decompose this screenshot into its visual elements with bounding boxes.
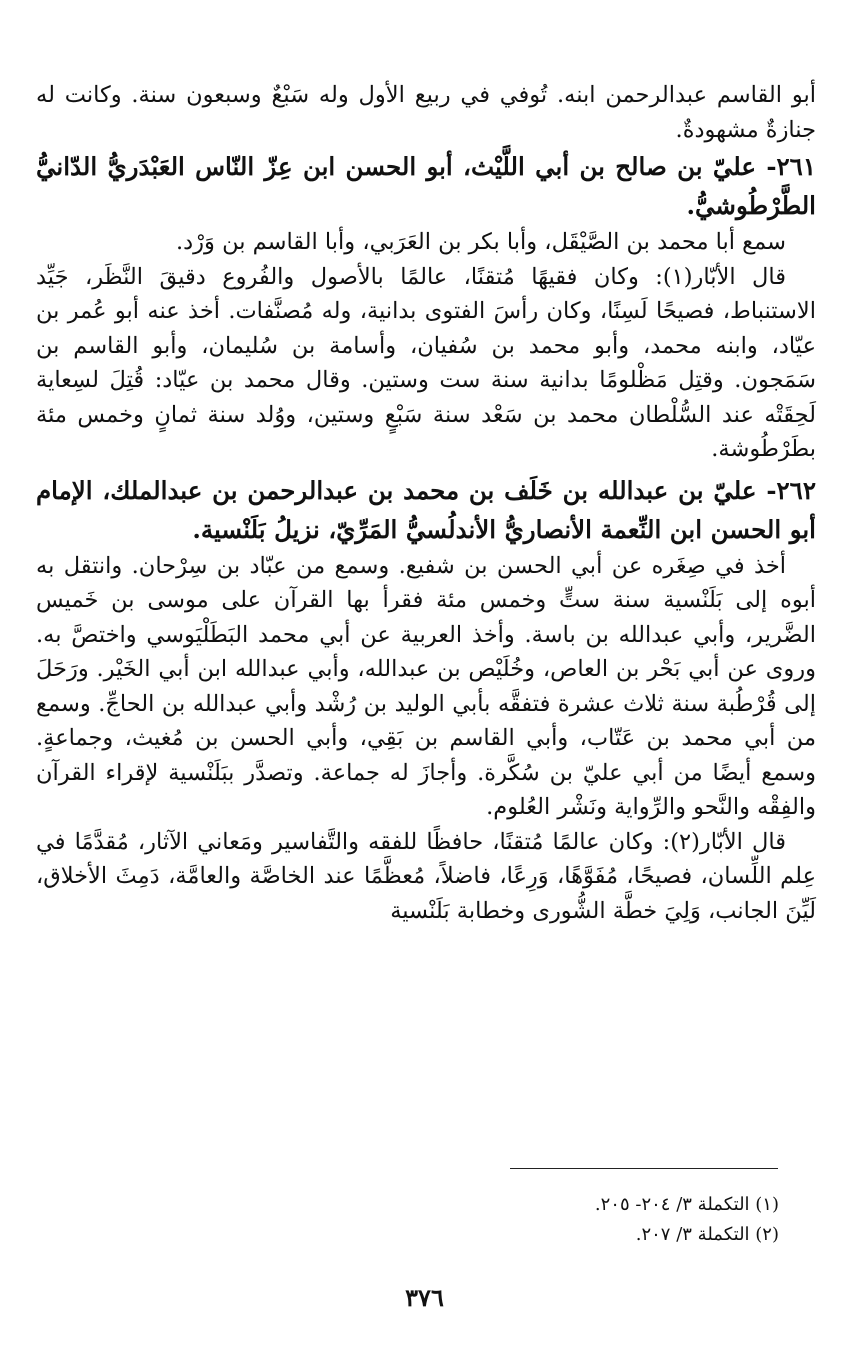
page-body — [36, 78, 816, 928]
page-number: ٣٧٦ — [405, 1283, 444, 1312]
footnotes — [179, 1190, 779, 1250]
footnote-2: (٢) التكملة ٣/ ٢٠٧. — [635, 1224, 779, 1245]
entry-261-paragraph-2: قال الأبّار(١): وكان فقيهًا مُتقنًا، عالمًا بالأصول والفُروع دقيقَ النَّظَر، جَيِّد الاستنباط، فصيحًا لَسِنًا، وكان رأسَ الفتوى بدانية، وله مُصنَّفات. أخذ عنه أبو عُمر بن عيّاد، وابنه محمد، وأبو محمد بن سُفيان، وأسامة بن سُليمان، وأبو القاسم بن سَمَجون. وقتِل مَظْلومًا بدانية سنة ست وستين. وقال محمد بن عيّاد: قُتِلَ لسِعاية لَحِقَتْه عند السُّلْطان محمد بن سَعْد سنة سَبْعٍ وستين، ووُلد سنة ثمانٍ وخمس مئة بطَرْطُوشة. — [36, 263, 816, 462]
entry-262-heading: ٢٦٢- عليّ بن عبدالله بن خَلَف بن محمد بن عبدالرحمن بن عبدالملك، الإمام أبو الحسن ابن النِّعمة الأنصاريُّ الأندلُسيُّ المَرِّيّ، نزيلُ بَلَنْسية. — [36, 475, 816, 544]
entry-261-heading: ٢٦١- عليّ بن صالح بن أبي اللَّيْث، أبو الحسن ابن عِزّ النّاس العَبْدَريُّ الدّانيُّ الطَّرْطُوشيُّ. — [36, 152, 816, 220]
intro-paragraph: أبو القاسم عبدالرحمن ابنه. تُوفي في ربيع الأول وله سَبْعٌ وسبعون سنة. وكانت له جنازةٌ مشهودةٌ. — [36, 82, 816, 143]
entry-262-paragraph-2: قال الأبّار(٢): وكان عالمًا مُتقنًا، حافظًا للفقه والتَّفاسير ومَعاني الآثار، مُقدَّمًا في عِلم اللِّسان، فصيحًا، مُفَوَّهًا، وَرِعًا، فاضلاً، مُعظَّمًا عند الخاصَّة والعامَّة، دَمِثَ الأخلاق، لَيِّنَ الجانب، وَلِيَ خطَّة الشُّورى وخطابة بَلَنْسية — [36, 828, 816, 924]
footnote-1: (١) التكملة ٣/ ٢٠٤- ٢٠٥. — [594, 1194, 779, 1215]
entry-261-paragraph-1: سمع أبا محمد بن الصَّيْقَل، وأبا بكر بن العَرَبي، وأبا القاسم بن وَرْد. — [176, 229, 786, 255]
entry-262-paragraph-1: أخذ في صِغَره عن أبي الحسن بن شفيع. وسمع من عبّاد بن سِرْحان. وانتقل به أبوه إلى بَلَنْسية سنة ستٍّ وخمس مئة فقرأ بها القرآن على موسى بن خَميس الضَّرير، وأبي عبدالله بن باسة. وأخذ العربية عن أبي محمد البَطَلْيَوسي واختصَّ به. وروى عن أبي بَحْر بن العاص، وخُلَيْص بن عبدالله، وأبي عبدالله ابن أبي الخَيْر. ورَحَلَ إلى قُرْطُبة سنة ثلاث عشرة فتفقَّه بأبي الوليد بن رُشْد وأبي عبدالله بن الحاجِّ. وسمع من أبي محمد بن عَتّاب، وأبي القاسم بن بَقِي، وأبي الحسن بن مُغيث، وجماعةٍ. وسمع أيضًا من أبي عليّ بن سُكَّرة. وأجازَ له جماعة. وتصدَّر ببَلَنْسية لإقراء القرآن والفِقْه والنَّحو والرِّواية ونَشْر العُلوم. — [36, 552, 816, 820]
footnote-separator — [510, 1168, 778, 1169]
